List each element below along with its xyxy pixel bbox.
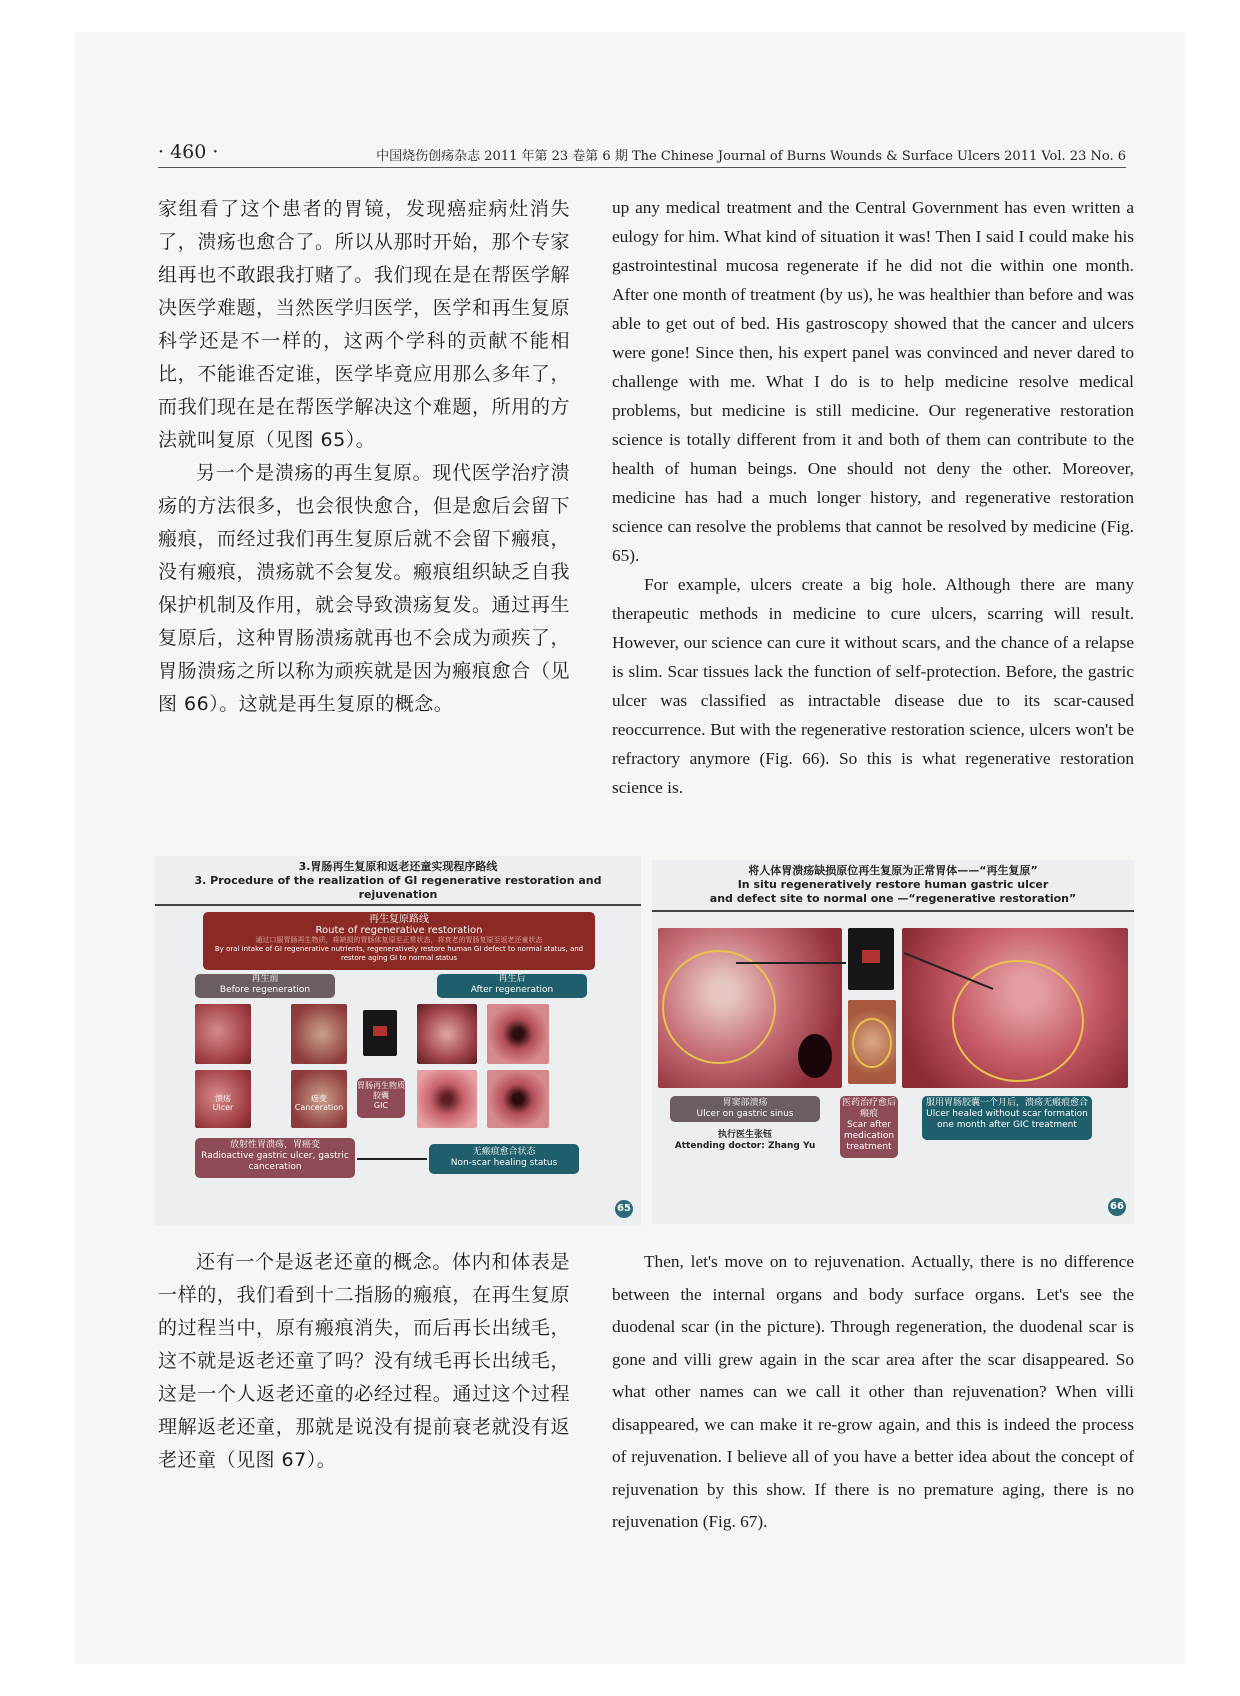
- endoscopy-photo: [291, 1004, 347, 1064]
- english-column-top: [612, 193, 1134, 802]
- english-column-bottom: [612, 1246, 1134, 1539]
- chinese-column-top: [158, 193, 570, 721]
- radioactive-ulcer-label: [195, 1138, 355, 1178]
- endoscopy-photo: [417, 1070, 477, 1128]
- label-zh: 再生后: [498, 974, 526, 984]
- before-regeneration-label: [195, 974, 335, 998]
- figure-rule: [652, 910, 1134, 912]
- paragraph: 家组看了这个患者的胃镜，发现癌症病灶消失了，溃疡也愈合了。所以从那时开始，那个专家组再也不敢跟我打赌了。我们现在是在帮医学解决医学难题，当然医学归医学，医学和再生复原科学还是不一样的，这两个学科的贡献不能相比，不能谁否定谁，医学毕竟应用那么多年了，而我们现在是在帮医学解决这个难题，所用的方法就叫复原（见图 65）。: [158, 198, 570, 451]
- figure-title-en-line1: In situ regeneratively restore human gastric ulcer: [737, 878, 1049, 891]
- paragraph: Then, let's move on to rejuvenation. Actually, there is no difference between the internal organs and body surface organs. Let's see the duodenal scar (in the picture). Through regeneration, the duodenal scar is gone and villi grew again in the scar area after the scar disappeared. So what other names can we call it other than rejuvenation? When villi disappeared, we can make it re-grow again, and this is indeed the process of rejuvenation. I believe all of you have a better idea about the concept of rejuvenation by this show. If there is no premature aging, there is no rejuvenation (Fig. 67).: [612, 1252, 1134, 1531]
- highlight-circle: [852, 1018, 892, 1068]
- route-detail-en: By oral intake of GI regenerative nutrients, regeneratively restore human GI defect to normal status, and restore aging GI to normal status: [214, 945, 584, 962]
- route-detail-zh: 通过口服胃肠再生物质，将缺损的胃肠体复原至正常状态，将衰老的胃肠复原至返老还童状态: [255, 936, 543, 944]
- healed-without-scar-label: [922, 1096, 1092, 1140]
- endoscopy-photo-canceration: [291, 1070, 347, 1128]
- label-zh: 放射性胃溃疡，胃癌变: [229, 1140, 320, 1150]
- figure-title-en: 3. Procedure of the realization of GI regenerative restoration and rejuvenation: [194, 874, 602, 901]
- label-en: Ulcer healed without scar formation one month after GIC treatment: [926, 1109, 1088, 1130]
- label-en: Before regeneration: [219, 985, 311, 995]
- route-title-zh: 再生复原路线: [369, 914, 429, 925]
- doctor-en: Attending doctor: Zhang Yu: [674, 1141, 816, 1151]
- attending-doctor: [670, 1130, 820, 1152]
- figure-title-zh: 3.胃肠再生复原和返老还童实现程序路线: [298, 860, 498, 873]
- gic-label-en: GIC: [373, 1101, 389, 1110]
- arrow: [736, 962, 846, 964]
- endoscopy-photo: [487, 1004, 549, 1064]
- figure-65: [155, 856, 641, 1226]
- route-title-en: Route of regenerative restoration: [315, 925, 483, 936]
- figure-number-badge: 65: [615, 1200, 633, 1218]
- route-box: [203, 912, 595, 970]
- endoscopy-photo-gastric-sinus-ulcer: [658, 928, 842, 1088]
- figure-title-zh: 将人体胃溃疡缺损原位再生复原为正常胃体——“再生复原”: [748, 864, 1038, 877]
- endoscopy-photo: [487, 1070, 549, 1128]
- label-zh: 无瘢痕愈合状态: [472, 1147, 536, 1157]
- gastric-sinus-ulcer-label: [670, 1096, 820, 1122]
- paragraph: 还有一个是返老还童的概念。体内和体表是一样的，我们看到十二指肠的瘢痕，在再生复原的过程当中，原有瘢痕消失，而后再长出绒毛，这不就是返老还童了吗？没有绒毛再长出绒毛，这是一个人返老还童的必经过程。通过这个过程理解返老还童，那就是说没有提前衰老就没有返老还童（见图 67）。: [158, 1251, 570, 1471]
- gic-label-zh: 胃肠再生物质胶囊: [357, 1081, 405, 1100]
- endoscopy-photo: [417, 1004, 477, 1064]
- label-zh: 再生前: [251, 974, 279, 984]
- highlight-circle: [952, 960, 1084, 1082]
- doctor-zh: 执行医生张钰: [717, 1130, 772, 1140]
- label-en: Non-scar healing status: [450, 1158, 558, 1168]
- figure-66: [652, 860, 1134, 1224]
- lumen-shadow: [798, 1034, 832, 1078]
- endoscopy-photo-healed: [902, 928, 1128, 1088]
- paragraph: up any medical treatment and the Central Government has even written a eulogy for him. What kind of situation it was! Then I said I could make his gastrointestinal mucosa regenerate if he did not die within one month. After one month of treatment (by us), he was healthier than before and was able to get out of bed. His gastroscopy showed that the cancer and ulcers were gone! Since then, his expert panel was convinced and never dared to challenge with me. What I do is to help medicine resolve medical problems, but medicine is still medicine. Our regenerative restoration science is totally different from it and both of them can contribute to the health of human beings. One should not deny the other. Moreover, medicine has had a much longer history, and regenerative restoration science can resolve the problems that cannot be resolved by medicine (Fig. 65).: [612, 198, 1134, 565]
- label-zh: 服用胃肠胶囊一个月后，溃疡无瘢痕愈合: [925, 1098, 1088, 1108]
- label-en: Scar after medication treatment: [843, 1120, 895, 1152]
- gic-label: [357, 1078, 405, 1118]
- ulcer-label-en: Ulcer: [212, 1103, 234, 1112]
- ulcer-label-zh: 溃疡: [215, 1094, 231, 1103]
- highlight-circle: [662, 950, 776, 1064]
- endoscopy-photo-scar: [848, 1000, 896, 1084]
- endoscopy-photo-ulcer: [195, 1070, 251, 1128]
- paragraph: 另一个是溃疡的再生复原。现代医学治疗溃疡的方法很多，也会很快愈合，但是愈后会留下瘢痕，而经过我们再生复原后就不会留下瘢痕，没有瘢痕，溃疡就不会复发。瘢痕组织缺乏自我保护机制及作用，就会导致溃疡复发。通过再生复原后，这种胃肠溃疡就再也不会成为顽疾了，胃肠溃疡之所以称为顽疾就是因为瘢痕愈合（见图 66）。这就是再生复原的概念。: [158, 462, 570, 715]
- scar-after-medication-label: [840, 1096, 898, 1158]
- page-number: · 460 ·: [158, 141, 219, 163]
- paragraph: For example, ulcers create a big hole. Although there are many therapeutic methods in medicine to cure ulcers, scarring will result. However, our science can cure it without scars, and the chance of a relapse is slim. Scar tissues lack the function of self-protection. Before, the gastric ulcer was classified as intractable disease due to its scar-caused reoccurrence. But with the regenerative restoration science, ulcers won't be refractory anymore (Fig. 66). So this is what regenerative restoration science is.: [612, 575, 1134, 797]
- canceration-label-zh: 癌变: [311, 1094, 327, 1103]
- non-scar-healing-label: [429, 1144, 579, 1174]
- endoscopy-photo: [195, 1004, 251, 1064]
- label-zh: 医药治疗愈后瘢痕: [841, 1098, 896, 1119]
- after-regeneration-label: [437, 974, 587, 998]
- label-en: Ulcer on gastric sinus: [696, 1109, 794, 1119]
- gic-product-image: [363, 1010, 397, 1056]
- arrow: [357, 1158, 427, 1160]
- figure-number-badge: 66: [1108, 1198, 1126, 1216]
- figure-rule: [155, 904, 641, 906]
- label-zh: 胃窦部溃疡: [722, 1098, 768, 1108]
- chinese-column-bottom: [158, 1246, 570, 1477]
- label-en: Radioactive gastric ulcer, gastric canceration: [201, 1151, 349, 1172]
- label-en: After regeneration: [470, 985, 554, 995]
- figure-title-en-line2: and defect site to normal one —“regenerative restoration”: [709, 892, 1077, 905]
- gic-product-image: [848, 928, 894, 990]
- canceration-label-en: Canceration: [294, 1103, 344, 1112]
- running-header: [158, 137, 1126, 168]
- journal-title: 中国烧伤创疡杂志 2011 年第 23 卷第 6 期 The Chinese Journal of Burns Wounds & Surface Ulcers 2011 Vol. 23 No. 6: [376, 149, 1126, 164]
